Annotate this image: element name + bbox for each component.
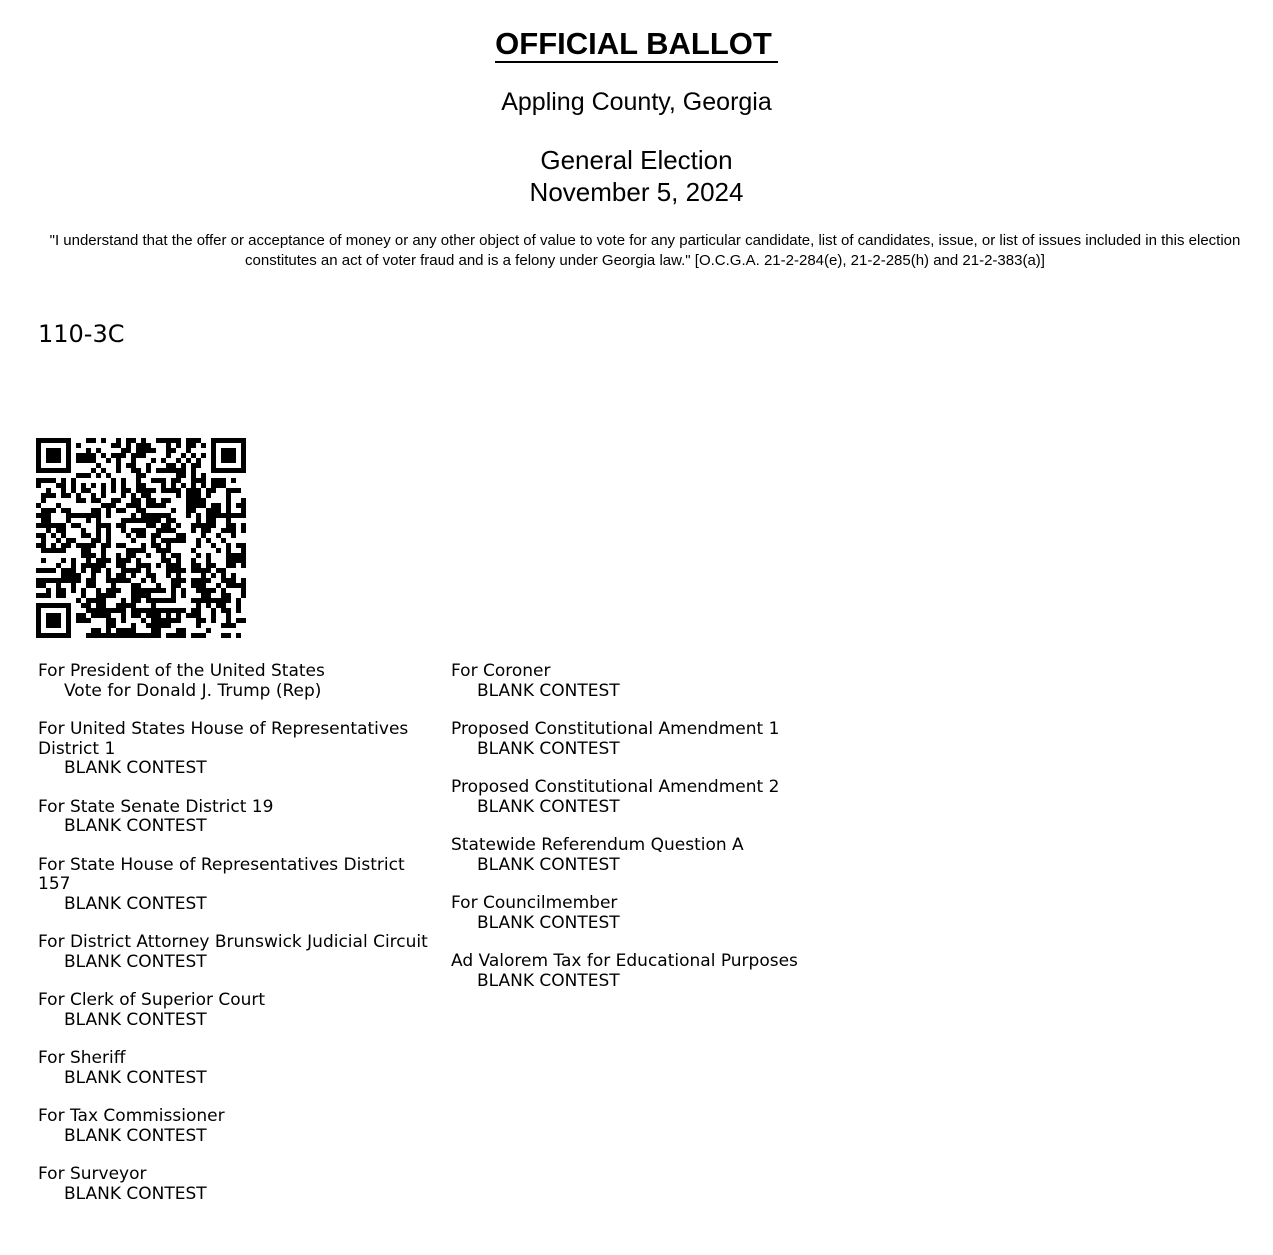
contest-selection: BLANK CONTEST: [477, 912, 620, 933]
contest-name: For United States House of Representatives District 1: [38, 719, 409, 759]
contest-item: [38, 933, 438, 972]
contest-item: [451, 778, 871, 817]
contest-name: For President of the United States: [38, 661, 325, 681]
contest-selection: BLANK CONTEST: [64, 893, 207, 914]
contest-item: [38, 662, 438, 701]
contest-name: Proposed Constitutional Amendment 2: [451, 777, 780, 797]
contest-name: For State House of Representatives District 157: [38, 854, 405, 894]
contest-name: For Coroner: [451, 661, 551, 681]
contest-name: For Sheriff: [38, 1048, 126, 1068]
contest-selection: BLANK CONTEST: [477, 796, 620, 817]
contest-item: [38, 856, 438, 915]
contest-item: [38, 1107, 438, 1146]
contest-selection: BLANK CONTEST: [477, 970, 620, 991]
county-name: Appling County, Georgia: [501, 88, 772, 116]
contest-selection: BLANK CONTEST: [477, 854, 620, 875]
contest-selection: BLANK CONTEST: [64, 1009, 207, 1030]
contest-selection: BLANK CONTEST: [64, 1067, 207, 1088]
contest-selection: BLANK CONTEST: [64, 951, 207, 972]
contest-selection: BLANK CONTEST: [64, 758, 207, 778]
election-info: [0, 144, 1273, 208]
ballot-title: [0, 26, 1273, 63]
qr-code-icon: [36, 438, 246, 638]
contest-name: For Tax Commissioner: [38, 1106, 225, 1126]
contest-item: [451, 836, 871, 875]
contest-item: [38, 991, 438, 1030]
contest-name: Statewide Referendum Question A: [451, 835, 744, 855]
voter-oath-statement: "I understand that the offer or acceptance of money or any other object of value to vote for any particular candidate, list of candidates, issue, or list of issues included in this election constitutes an act of voter fraud and is a felony under Georgia law." [O.C.G.A. 21-2-284(e), 21-2-285(h) and 21-2-383(a)]: [49, 232, 1241, 269]
ballot-title-text: OFFICIAL BALLOT: [495, 27, 778, 63]
contest-item: [38, 1165, 438, 1204]
contest-name: For District Attorney Brunswick Judicial Circuit: [38, 932, 428, 952]
contest-selection: BLANK CONTEST: [477, 738, 620, 759]
contest-selection: BLANK CONTEST: [64, 816, 207, 836]
contest-item: [451, 720, 871, 759]
contest-name: Proposed Constitutional Amendment 1: [451, 719, 780, 739]
election-date: November 5, 2024: [529, 177, 744, 207]
contest-name: For State Senate District 19: [38, 796, 274, 817]
contest-item: [451, 662, 871, 701]
contest-selection: BLANK CONTEST: [64, 1183, 207, 1204]
contest-item: [38, 798, 438, 837]
contests-column-left: [38, 662, 438, 1223]
contest-selection: BLANK CONTEST: [477, 680, 620, 701]
election-name: General Election: [540, 145, 733, 175]
contest-name: For Clerk of Superior Court: [38, 990, 266, 1010]
contests-column-right: [451, 662, 871, 1010]
contest-selection: Vote for Donald J. Trump (Rep): [64, 680, 322, 701]
contest-name: For Councilmember: [451, 893, 618, 913]
contest-item: [38, 1049, 438, 1088]
contest-item: [451, 894, 871, 933]
contest-selection: BLANK CONTEST: [64, 1125, 207, 1146]
contest-item: [38, 720, 438, 779]
contest-name: For Surveyor: [38, 1164, 147, 1184]
contest-item: [451, 952, 871, 991]
ballot-style-code: 110-3C: [38, 320, 125, 348]
contest-name: Ad Valorem Tax for Educational Purposes: [451, 951, 798, 971]
